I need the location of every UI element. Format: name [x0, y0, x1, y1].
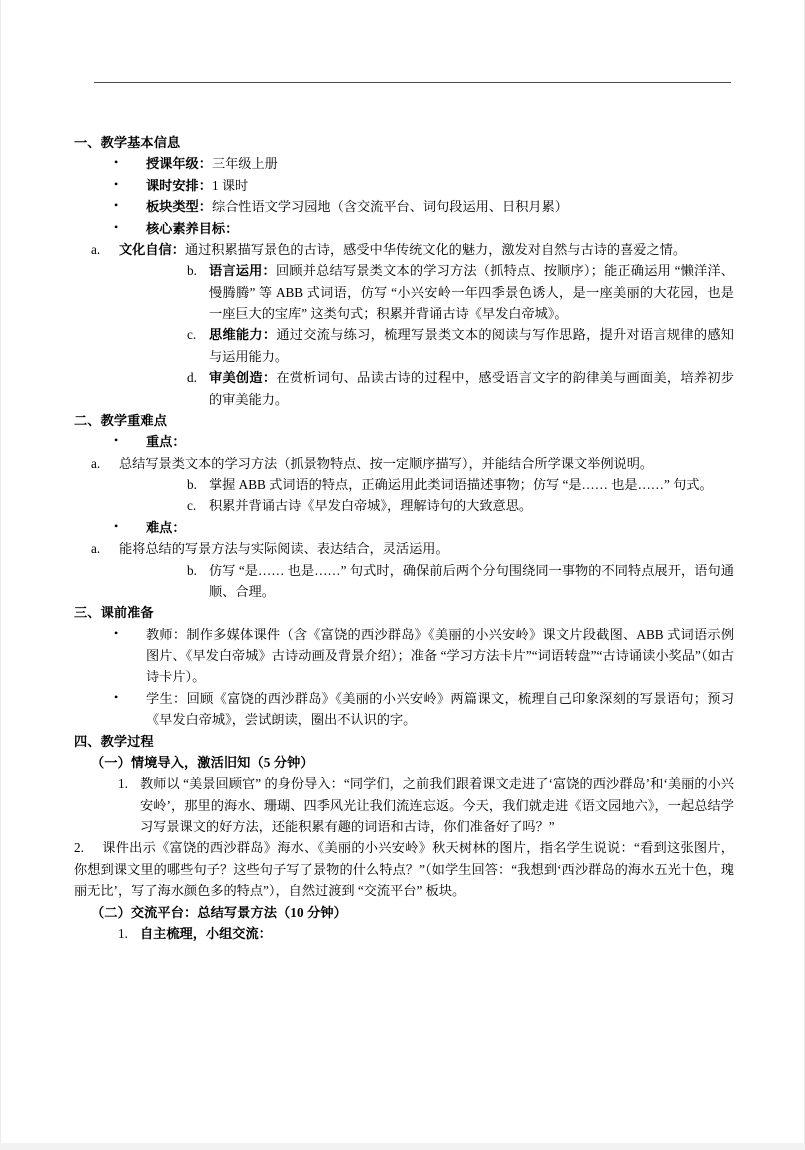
list-marker: a. — [91, 241, 101, 257]
list-marker: 1. — [118, 776, 128, 792]
list-item-value: 回顾并总结写景类文本的学习方法（抓特点、按顺序）；能正确运用 “懒洋洋、慢腾腾” 等 ABB 式词语，仿写 “小兴安岭一年四季景色诱人，是一座美丽的大花园，也是一座巨大的宝库” 这类句式；积累并背诵古诗《早发白帝城》。 — [209, 263, 734, 321]
list-item-process-1-1 — [74, 773, 734, 837]
list-item-hard-b — [74, 560, 734, 603]
list-marker: b. — [187, 263, 197, 279]
list-item-value: 综合性语文学习园地（含交流平台、词句段运用、日积月累） — [211, 199, 568, 215]
list-item-label: 核心素养目标： — [146, 220, 239, 236]
list-item-value: 1 课时 — [211, 177, 249, 193]
list-item-value: 回顾《富饶的西沙群岛》《美丽的小兴安岭》两篇课文，梳理自己印象深刻的写景语句；预习《早发白帝城》，尝试朗读，圈出不认识的字。 — [146, 690, 735, 728]
bullet-icon: • — [114, 176, 119, 191]
list-marker: 2. — [74, 840, 84, 856]
list-item-value: 能将总结的写景方法与实际阅读、表达结合，灵活运用。 — [119, 541, 449, 557]
bullet-icon: • — [114, 433, 119, 448]
list-item-core-literacy — [74, 218, 734, 239]
list-item-label: 授课年级： — [146, 156, 212, 172]
page-gutter — [0, 1143, 805, 1150]
heading-section-4: 四、教学过程 — [74, 733, 154, 749]
list-item-value: 制作多媒体课件（含《富饶的西沙群岛》《美丽的小兴安岭》课文片段截图、ABB 式词语示例图片、《早发白帝城》古诗动画及背景介绍）；准备 “学习方法卡片”“词语转盘”“古诗诵读小奖品”（如古诗卡片）。 — [146, 626, 735, 685]
heading-part-1: （一）情境导入，激活旧知（5 分钟） — [91, 754, 314, 770]
list-item-label: 重点： — [146, 434, 186, 450]
list-item-value: 总结写景类文本的学习方法（抓景物特点、按一定顺序描写），并能结合所学课文举例说明。 — [119, 455, 654, 471]
list-marker: c. — [187, 498, 197, 514]
document-content — [74, 118, 734, 944]
list-item-label: 审美创造： — [209, 370, 277, 386]
list-item-cultural-confidence — [74, 239, 734, 260]
bullet-icon: • — [114, 155, 119, 170]
list-item-value: 课件出示《富饶的西沙群岛》海水、《美丽的小兴安岭》秋天树林的图片，指名学生说说：“看到这张图片，你想到课文里的哪些句子？这些句子写了景物的什么特点？”（如学生回答：“我想到‘西沙群岛的海水五光十色，瑰丽无比’，写了海水颜色多的特点”），自然过渡到 “交流平台” 板块。 — [74, 840, 734, 899]
list-item-difficult-points-label — [74, 517, 734, 538]
list-item-label: 学生： — [146, 690, 187, 706]
list-item-prep-teacher — [74, 624, 734, 688]
list-marker: 1. — [118, 925, 128, 941]
heading-section-3: 三、课前准备 — [74, 605, 154, 621]
header-rule — [94, 82, 731, 83]
list-item-prep-student — [74, 688, 734, 731]
list-item-key-b — [74, 474, 734, 495]
list-item-module-type — [74, 196, 734, 217]
list-item-label: 思维能力： — [209, 327, 277, 343]
list-item-value: 在赏析词句、品读古诗的过程中，感受语言文字的韵律美与画面美，培养初步的审美能力。 — [209, 370, 734, 407]
list-item-hard-a — [74, 538, 734, 559]
list-item-value: 仿写 “是…… 也是……” 句式时，确保前后两个分句围绕同一事物的不同特点展开，语句通顺、合理。 — [209, 562, 734, 599]
list-marker: a. — [91, 541, 101, 557]
heading-section-2: 二、教学重难点 — [74, 412, 168, 428]
list-item-label: 难点： — [146, 519, 186, 535]
list-item-key-points-label — [74, 431, 734, 452]
list-item-value: 教师以 “美景回顾官” 的身份导入：“同学们，之前我们跟着课文走进了‘富饶的西沙群岛’和‘美丽的小兴安岭’，那里的海水、珊瑚、四季风光让我们流连忘返。今天，我们就走进《语文园地六》，一起总结学习写景课文的好方法，还能积累有趣的词语和古诗，你们准备好了吗？” — [140, 776, 734, 834]
bullet-icon: • — [114, 198, 119, 213]
list-item-key-a — [74, 453, 734, 474]
list-item-process-1-2 — [74, 837, 734, 901]
list-item-value: 积累并背诵古诗《早发白帝城》，理解诗句的大致意思。 — [209, 498, 533, 514]
list-item-periods — [74, 175, 734, 196]
bullet-icon: • — [114, 625, 119, 640]
bullet-icon: • — [114, 518, 119, 533]
list-item-label: 语言运用： — [209, 263, 276, 279]
list-item-value: 三年级上册 — [211, 156, 278, 172]
list-item-language-use — [74, 260, 734, 324]
list-item-aesthetic-creation — [74, 367, 734, 410]
list-item-label: 板块类型： — [146, 199, 212, 215]
heading-section-1: 一、教学基本信息 — [74, 135, 181, 150]
list-item-value: 通过积累描写景色的古诗，感受中华传统文化的魅力，激发对自然与古诗的喜爱之情。 — [184, 241, 687, 257]
list-item-process-2-1 — [74, 923, 734, 944]
list-marker: c. — [187, 327, 197, 343]
list-item-label: 课时安排： — [146, 177, 212, 193]
bullet-icon: • — [114, 689, 119, 704]
list-item-value: 通过交流与练习，梳理写景类文本的阅读与写作思路，提升对语言规律的感知与运用能力。 — [209, 327, 734, 364]
bullet-icon: • — [114, 219, 119, 234]
list-item-key-c — [74, 495, 734, 516]
list-item-label: 文化自信： — [119, 241, 185, 257]
list-marker: d. — [187, 370, 197, 386]
list-item-label: 教师： — [146, 626, 187, 642]
heading-part-2: （二）交流平台：总结写景方法（10 分钟） — [91, 904, 347, 920]
list-item-value: 自主梳理，小组交流： — [140, 925, 272, 941]
list-marker: b. — [187, 562, 197, 578]
list-item-value: 掌握 ABB 式词语的特点，正确运用此类词语描述事物；仿写 “是…… 也是……” 句式。 — [209, 477, 713, 492]
list-marker: a. — [91, 455, 101, 471]
list-item-thinking-ability — [74, 324, 734, 367]
list-marker: b. — [187, 477, 197, 492]
list-item-grade — [74, 153, 734, 174]
